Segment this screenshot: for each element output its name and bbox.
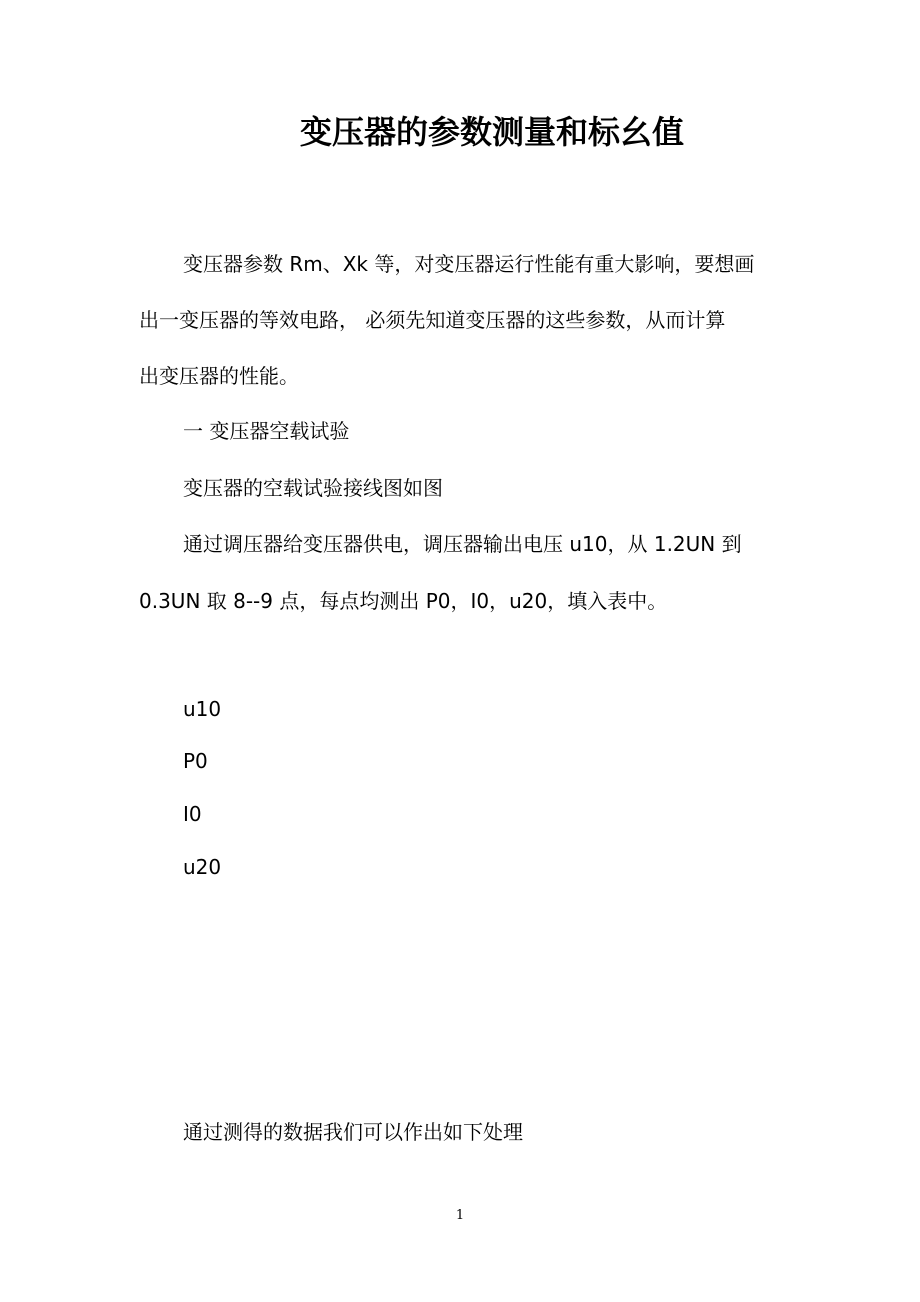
paragraph-1-line-2: 出一变压器的等效电路， 必须先知道变压器的这些参数，从而计算: [139, 308, 726, 332]
table-label-p0: P0: [183, 749, 208, 773]
paragraph-3-line-2: 0.3UN 取 8--9 点，每点均测出 P0，I0，u20，填入表中。: [139, 589, 668, 613]
document-title: 变压器的参数测量和标幺值: [299, 113, 684, 151]
paragraph-1-line-1: 变压器参数 Rm、Xk 等，对变压器运行性能有重大影响，要想画: [183, 252, 755, 276]
page-number: 1: [455, 1208, 465, 1223]
section-heading: 一 变压器空载试验: [183, 419, 350, 443]
paragraph-2: 变压器的空载试验接线图如图: [183, 476, 443, 500]
table-label-i0: I0: [183, 802, 202, 826]
paragraph-3-line-1: 通过调压器给变压器供电，调压器输出电压 u10，从 1.2UN 到: [183, 532, 742, 556]
table-label-u20: u20: [183, 855, 222, 879]
table-label-u10: u10: [183, 697, 222, 721]
paragraph-1-line-3: 出变压器的性能。: [139, 364, 299, 388]
paragraph-4: 通过测得的数据我们可以作出如下处理: [183, 1120, 523, 1144]
